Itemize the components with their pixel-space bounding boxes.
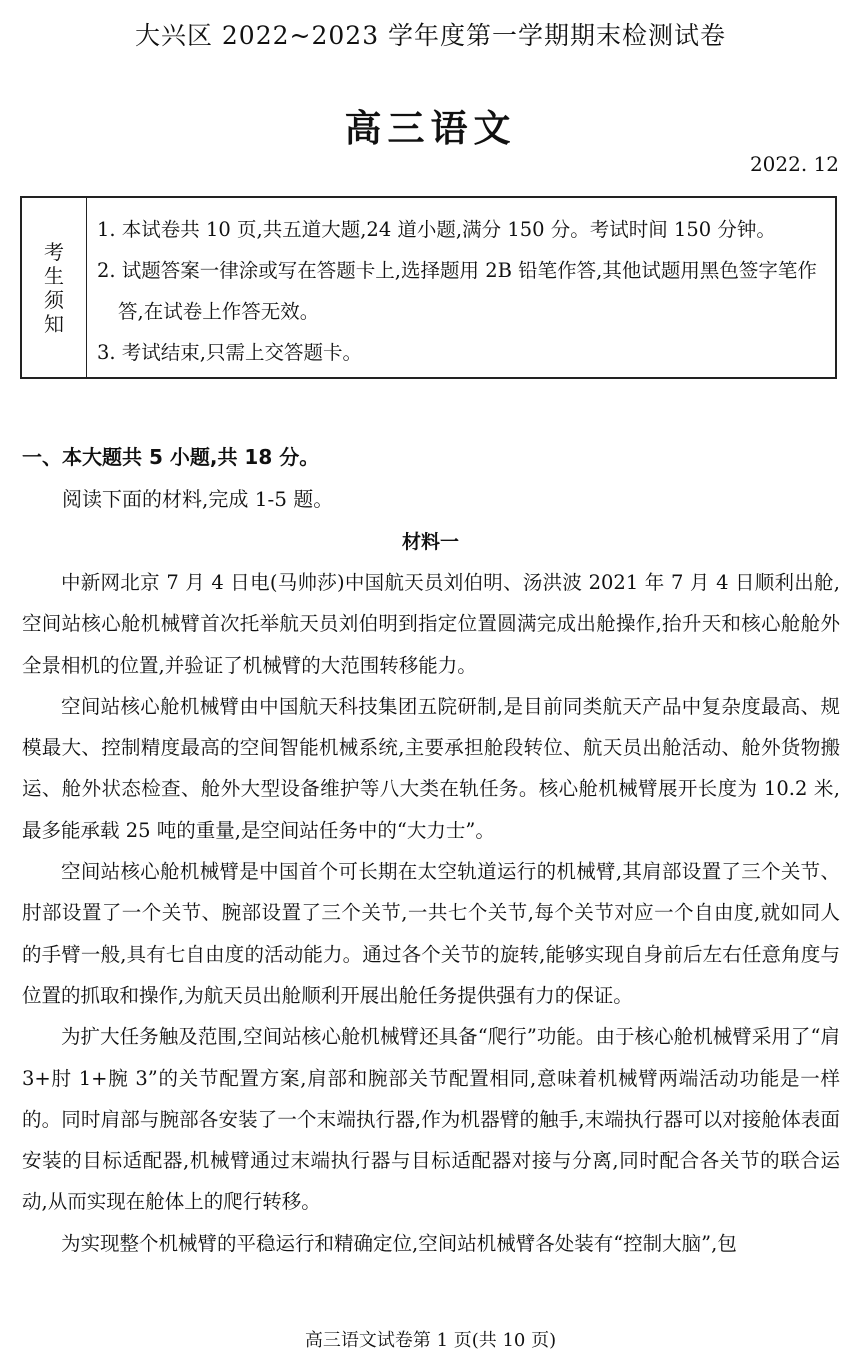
exam-date: 2022. 12 [749,152,839,176]
exam-title: 大兴区 2022~2023 学年度第一学期期末检测试卷 [134,21,727,50]
material-paragraph: 空间站核心舱机械臂由中国航天科技集团五院研制,是目前同类航天产品中复杂度最高、规模最大、控制精度最高的空间智能机械系统,主要承担舱段转位、航天员出舱活动、舱外货物搬运、舱外状态检查、舱外大型设备维护等八大类在轨任务。核心舱机械臂展开长度为 10.2 米,最多能承载 25 吨的重量,是空间站任务中的“大力士”。 [22,694,840,842]
notice-item: 2. 试题答案一律涂或写在答题卡上,选择题用 2B 铅笔作答,其他试题用黑色签字笔作答,在试卷上作答无效。 [97,259,817,323]
notice-label-char: 须 [44,287,64,312]
material-paragraph: 为实现整个机械臂的平稳运行和精确定位,空间站机械臂各处装有“控制大脑”,包 [61,1231,737,1255]
material-paragraph: 中新网北京 7 月 4 日电(马帅莎)中国航天员刘伯明、汤洪波 2021 年 7 月 4 日顺利出舱,空间站核心舱机械臂首次托举航天员刘伯明到指定位置圆满完成出舱操作,抬升天和核心舱舱外全景相机的位置,并验证了机械臂的大范围转移能力。 [22,571,840,677]
notice-label-char: 生 [44,263,64,288]
section-heading: 一、本大题共 5 小题,共 18 分。 [22,445,320,469]
subject-title: 高三语文 [344,107,517,150]
reading-instruction: 阅读下面的材料,完成 1-5 题。 [62,487,334,511]
notice-label-char: 知 [44,311,64,336]
page-footer: 高三语文试卷第 1 页(共 10 页) [304,1330,557,1351]
notice-item: 1. 本试卷共 10 页,共五道大题,24 道小题,满分 150 分。考试时间 150 分钟。 [97,218,776,241]
material-paragraph: 空间站核心舱机械臂是中国首个可长期在太空轨道运行的机械臂,其肩部设置了三个关节、肘部设置了一个关节、腕部设置了三个关节,一共七个关节,每个关节对应一个自由度,就如同人的手臂一般,具有七自由度的活动能力。通过各个关节的旋转,能够实现自身前后左右任意角度与位置的抓取和操作,为航天员出舱顺利开展出舱任务提供强有力的保证。 [22,860,840,1007]
notice-label [22,198,87,377]
material-paragraph: 为扩大任务触及范围,空间站核心舱机械臂还具备“爬行”功能。由于核心舱机械臂采用了“肩 3+肘 1+腕 3”的关节配置方案,肩部和腕部关节配置相同,意味着机械臂两端活动功能是一样的。同时肩部与腕部各安装了一个末端执行器,作为机器臂的触手,末端执行器可以对接舱体表面安装的目标适配器,机械臂通过末端执行器与目标适配器对接与分离,同时配合各关节的联合运动,从而实现在舱体上的爬行转移。 [22,1025,840,1214]
material-title: 材料一 [401,531,459,553]
notice-item: 3. 考试结束,只需上交答题卡。 [97,341,363,364]
notice-label-char: 考 [44,239,64,264]
notice-items [87,198,835,377]
material-body [22,562,840,1264]
candidate-notice-box [20,196,837,379]
